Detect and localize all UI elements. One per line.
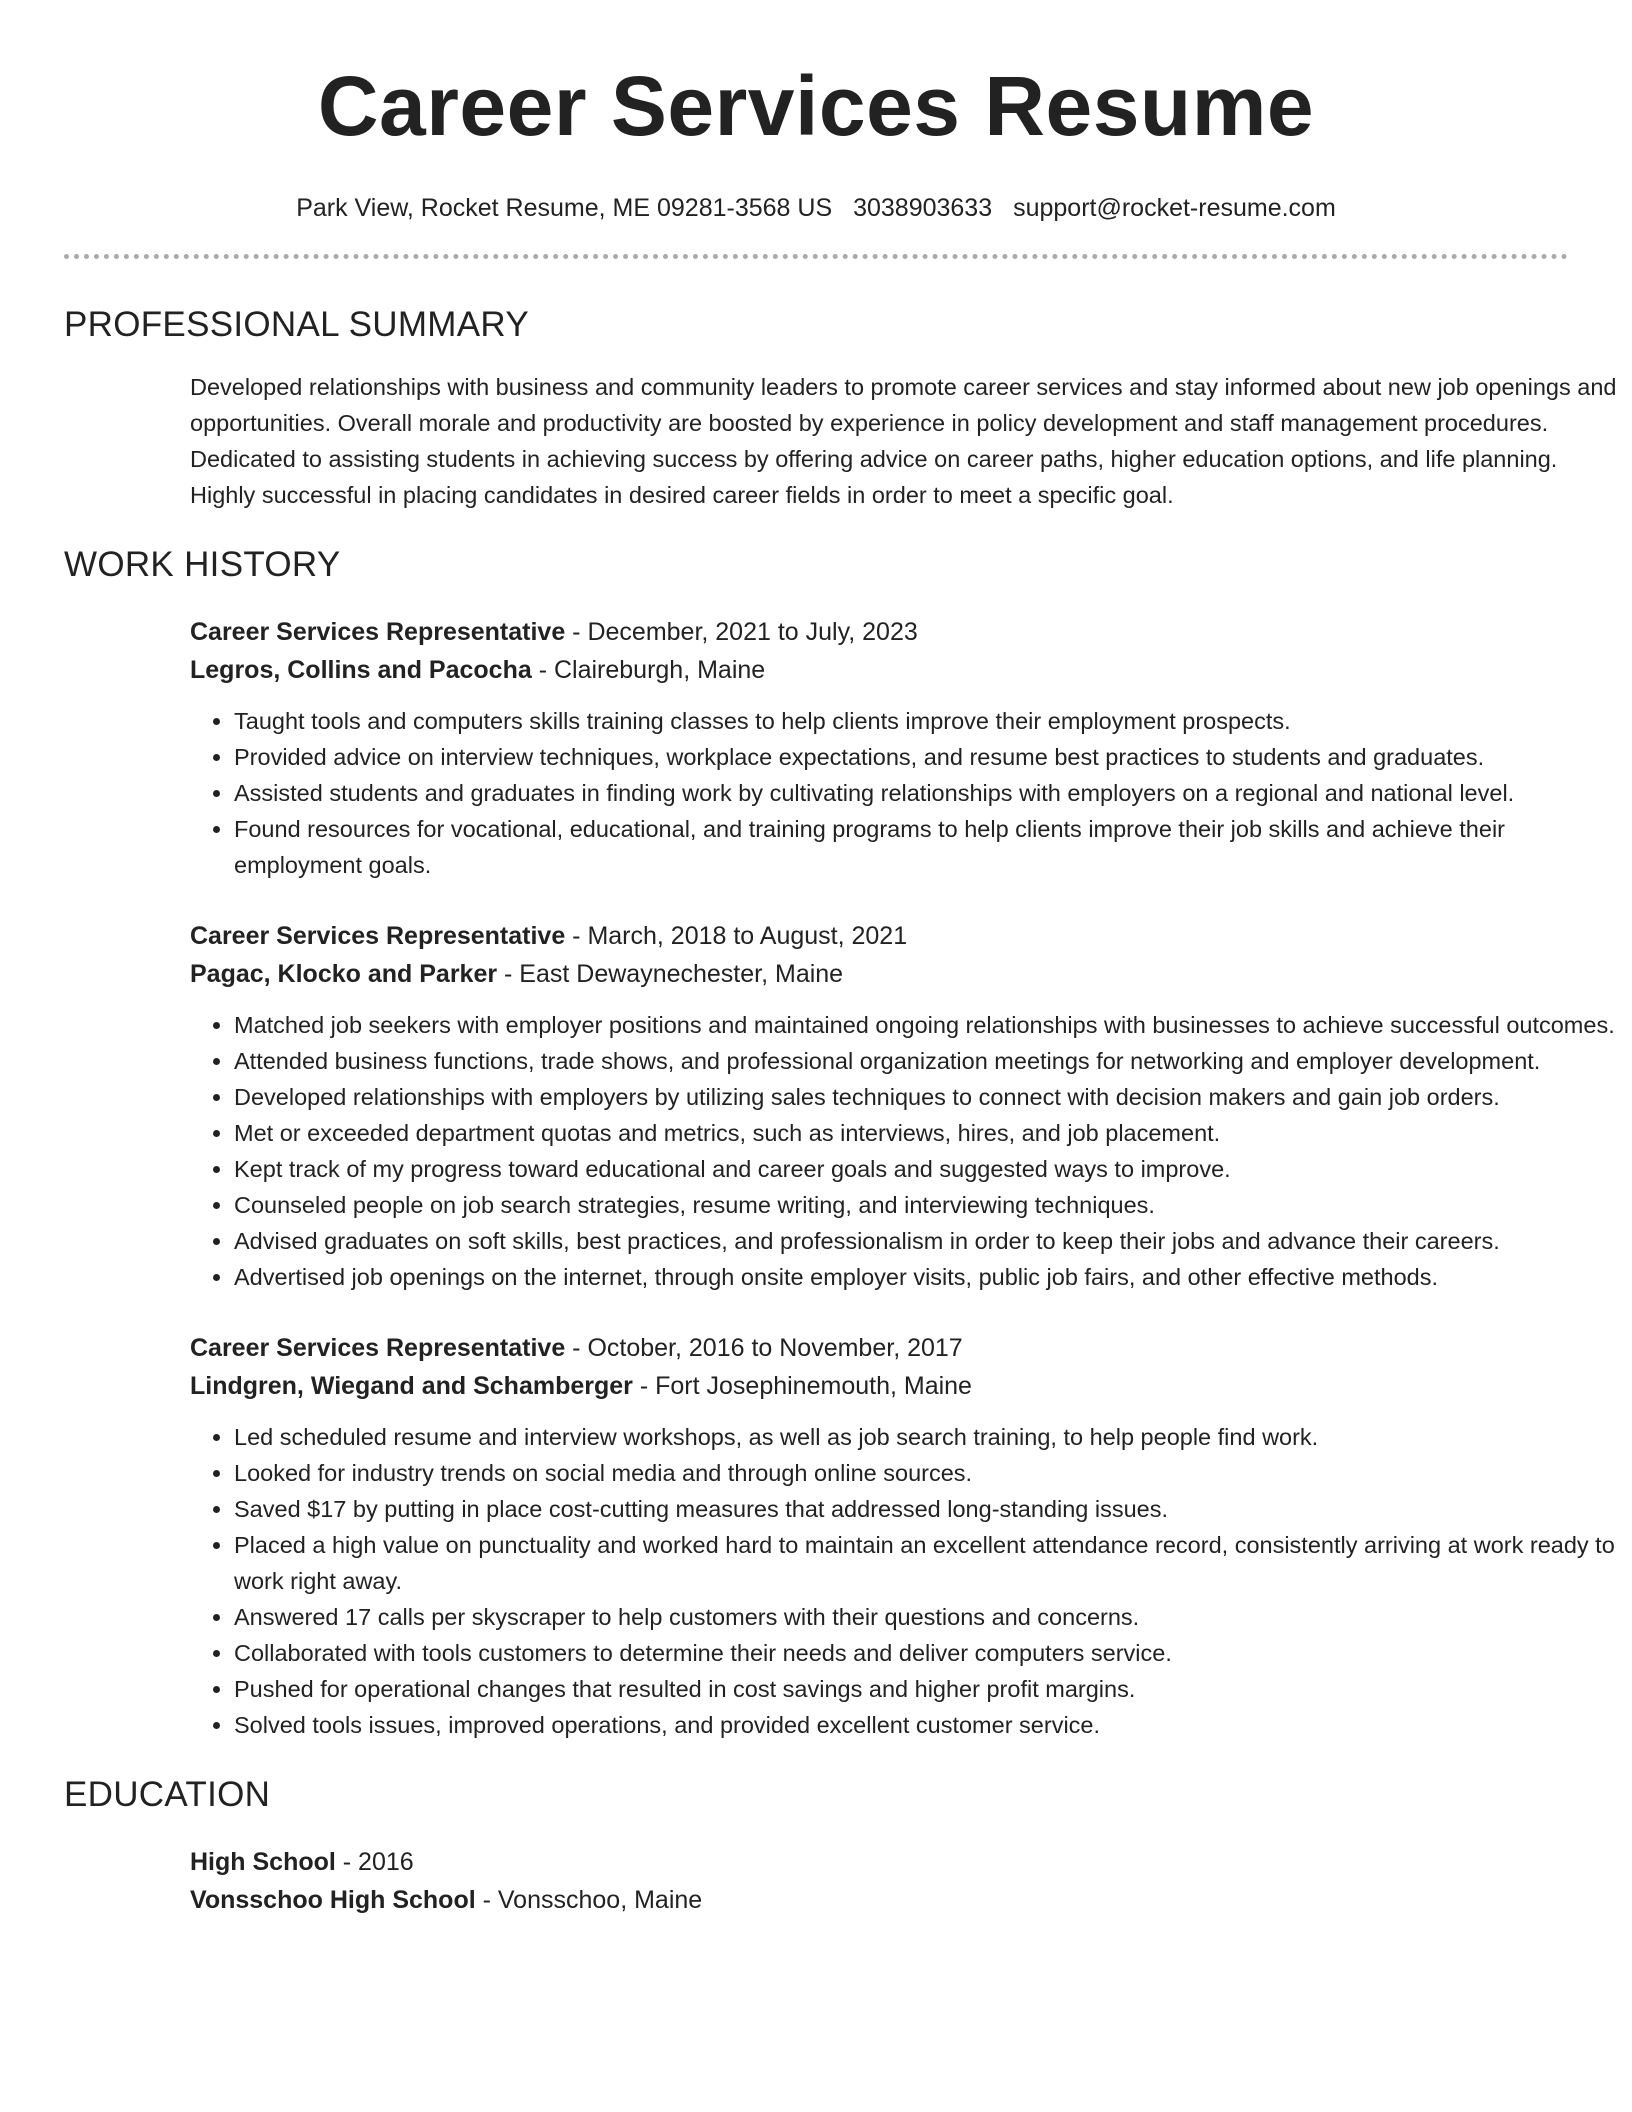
contact-phone: 3038903633 — [853, 194, 993, 222]
summary-body — [190, 369, 1620, 513]
job-company: Pagac, Klocko and Parker — [190, 960, 498, 988]
education-location: - Vonsschoo, Maine — [475, 1886, 703, 1914]
job-bullet: • Taught tools and computers skills training classes to help clients improve their employment prospects. — [234, 703, 1620, 739]
section-title-work: WORK HISTORY — [64, 545, 341, 584]
job-bullet: • Placed a high value on punctuality and worked hard to maintain an excellent attendance record, consistently arriving at work ready to work right away. — [234, 1527, 1620, 1599]
job-bullet: • Counseled people on job search strategies, resume writing, and interviewing techniques. — [234, 1187, 1620, 1223]
job-bullet: • Provided advice on interview techniques, workplace expectations, and resume best practices to students and graduates. — [234, 739, 1620, 775]
job-bullet: • Met or exceeded department quotas and metrics, such as interviews, hires, and job placement. — [234, 1115, 1620, 1151]
job-company: Legros, Collins and Pacocha — [190, 656, 532, 684]
contact-address: Park View, Rocket Resume, ME 09281-3568 US — [296, 194, 833, 222]
section-title-education: EDUCATION — [64, 1775, 271, 1814]
work-body — [190, 613, 1620, 1743]
education-year: - 2016 — [335, 1848, 414, 1876]
job-company-line — [190, 955, 1620, 993]
job-bullet: • Looked for industry trends on social media and through online sources. — [234, 1455, 1620, 1491]
section-title-summary: PROFESSIONAL SUMMARY — [64, 305, 529, 344]
job-bullet: • Led scheduled resume and interview workshops, as well as job search training, to help people find work. — [234, 1419, 1620, 1455]
education-entry — [190, 1843, 1620, 1919]
job-bullet: • Matched job seekers with employer positions and maintained ongoing relationships with businesses to achieve successful outcomes. — [234, 1007, 1620, 1043]
job-company: Lindgren, Wiegand and Schamberger — [190, 1372, 633, 1400]
job-title-line — [190, 1329, 1620, 1367]
job-bullets — [190, 1419, 1620, 1743]
contact-email: support@rocket-resume.com — [1013, 194, 1336, 222]
education-degree-line — [190, 1843, 1620, 1881]
job-dates: - December, 2021 to July, 2023 — [565, 618, 918, 646]
job-bullet: • Advertised job openings on the internet, through onsite employer visits, public job fairs, and other effective methods. — [234, 1259, 1620, 1295]
job-location: - Claireburgh, Maine — [531, 656, 766, 684]
job-dates: - October, 2016 to November, 2017 — [565, 1334, 963, 1362]
job-bullet: • Pushed for operational changes that resulted in cost savings and higher profit margins. — [234, 1671, 1620, 1707]
job-bullet: • Developed relationships with employers by utilizing sales techniques to connect with decision makers and gain job orders. — [234, 1079, 1620, 1115]
job-entry — [190, 1329, 1620, 1743]
job-role: Career Services Representative — [190, 618, 566, 646]
job-entry — [190, 613, 1620, 883]
education-school-line — [190, 1881, 1620, 1919]
header-divider — [64, 254, 1568, 259]
job-location: - East Dewaynechester, Maine — [497, 960, 844, 988]
job-bullet: • Collaborated with tools customers to determine their needs and deliver computers service. — [234, 1635, 1620, 1671]
job-entry — [190, 917, 1620, 1295]
job-bullets — [190, 1007, 1620, 1295]
job-bullet: • Answered 17 calls per skyscraper to help customers with their questions and concerns. — [234, 1599, 1620, 1635]
job-company-line — [190, 651, 1620, 689]
contact-line — [64, 192, 1568, 224]
job-dates: - March, 2018 to August, 2021 — [565, 922, 908, 950]
summary-text: Developed relationships with business and community leaders to promote career services and stay informed about new job openings and opportunities. Overall morale and productivity are boosted by experience in policy development and staff management procedures. Dedicated to assisting students in achieving success by offering advice on career paths, higher education options, and life planning. Highly successful in placing candidates in desired career fields in order to meet a specific goal. — [190, 374, 1617, 508]
job-bullet: • Kept track of my progress toward educational and career goals and suggested ways to improve. — [234, 1151, 1620, 1187]
job-company-line — [190, 1367, 1620, 1405]
education-school: Vonsschoo High School — [190, 1886, 476, 1914]
job-bullet: • Assisted students and graduates in finding work by cultivating relationships with employers on a regional and national level. — [234, 775, 1620, 811]
job-role: Career Services Representative — [190, 922, 566, 950]
education-degree: High School — [190, 1848, 336, 1876]
resume-name: Career Services Resume — [317, 59, 1315, 153]
job-bullet: • Advised graduates on soft skills, best practices, and professionalism in order to keep their jobs and advance their careers. — [234, 1223, 1620, 1259]
job-role: Career Services Representative — [190, 1334, 566, 1362]
job-bullets — [190, 703, 1620, 883]
education-body — [190, 1843, 1620, 1919]
job-bullet: • Saved $17 by putting in place cost-cutting measures that addressed long-standing issues. — [234, 1491, 1620, 1527]
job-bullet: • Attended business functions, trade shows, and professional organization meetings for networking and employer development. — [234, 1043, 1620, 1079]
job-title-line — [190, 917, 1620, 955]
job-bullet: • Found resources for vocational, educational, and training programs to help clients improve their job skills and achieve their employment goals. — [234, 811, 1620, 883]
job-title-line — [190, 613, 1620, 651]
job-location: - Fort Josephinemouth, Maine — [632, 1372, 972, 1400]
job-bullet: • Solved tools issues, improved operations, and provided excellent customer service. — [234, 1707, 1620, 1743]
